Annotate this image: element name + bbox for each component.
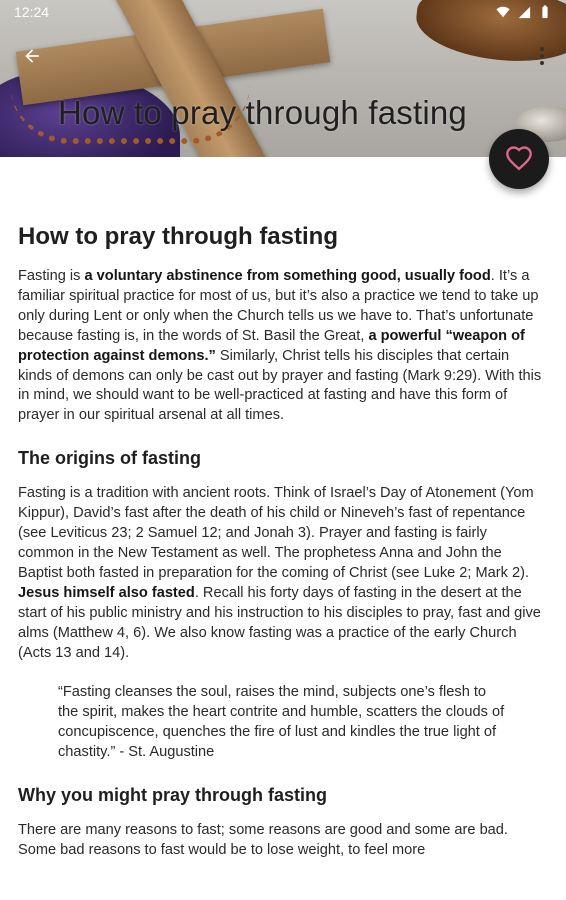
signal-icon xyxy=(517,5,531,19)
article-paragraph-1 xyxy=(18,267,546,426)
favorite-button[interactable] xyxy=(489,129,549,189)
article-title: How to pray through fasting xyxy=(18,223,338,250)
battery-icon xyxy=(538,5,552,19)
heart-path xyxy=(507,148,530,169)
article-content xyxy=(0,157,566,900)
article-paragraph-2 xyxy=(18,484,546,663)
bold-text-run: a voluntary abstinence from something good, usually food xyxy=(84,268,491,284)
section-heading-origins: The origins of fasting xyxy=(18,448,201,469)
hero-header xyxy=(0,0,566,157)
section-heading-why: Why you might pray through fasting xyxy=(18,785,327,806)
text-run: There are many reasons to fast; some reasons are good and some are bad. Some bad reasons to fast would be to lose weight, to feel more xyxy=(18,822,508,858)
text-run: . Recall his forty days of fasting in the desert at the start of his public ministry and his instruction to his disciples to pray, fast and give alms (Matthew 4, 6). We also know fasting was a practice of the early Church (Acts 13 and 14). xyxy=(18,584,541,661)
text-run: Fasting is xyxy=(18,268,85,284)
wifi-icon xyxy=(496,5,510,19)
text-run: Fasting is a tradition with ancient roots. Think of Israel’s Day of Atonement (Yom Kippur), David’s fast after the death of his child or Nineveh’s fast of repentance (see Leviticus 23; 2 Samuel 12; and Jonah 3). Prayer and fasting is fairly common in the New Testament as well. The prophetess Anna and John the Baptist both fasted in preparation for the coming of Christ (see Luke 2; Mark 2). xyxy=(18,485,534,581)
arrow-left-icon xyxy=(22,46,42,66)
text-run: . It’s a familiar spiritual practice for most of us, but it’s also a practice we tend to take up only during Lent or only when the Church tells us we have to. That’s unfortunate because fasting is, in the words of St. Basil the Great, xyxy=(18,268,539,344)
back-button[interactable] xyxy=(16,40,48,72)
more-vert-icon xyxy=(539,46,545,66)
status-bar xyxy=(0,0,566,24)
bold-text-run: Jesus himself also fasted xyxy=(18,584,195,601)
article-quote: “Fasting cleanses the soul, raises the mind, subjects one’s flesh to the spirit, makes the heart contrite and humble, scatters the clouds of concupiscence, quenches the fire of lust and kindles the true light of chastity.” - St. Augustine xyxy=(58,684,505,761)
hero-title: How to pray through fasting xyxy=(58,94,467,131)
heart-outline-icon xyxy=(505,145,533,173)
bold-text-run: a powerful “weapon of protection against demons.” xyxy=(18,327,525,364)
text-run: Similarly, Christ tells his disciples that certain kinds of demons can only be cast out by prayer and fasting (Mark 9:29). With this in mind, we should want to be well-practiced at fasting and have this form of prayer in our spiritual arsenal at all times. xyxy=(18,347,542,424)
status-icons xyxy=(496,5,552,19)
article-paragraph-3 xyxy=(18,821,546,861)
overflow-menu-button[interactable] xyxy=(530,40,554,72)
status-time: 12:24 xyxy=(14,4,50,20)
